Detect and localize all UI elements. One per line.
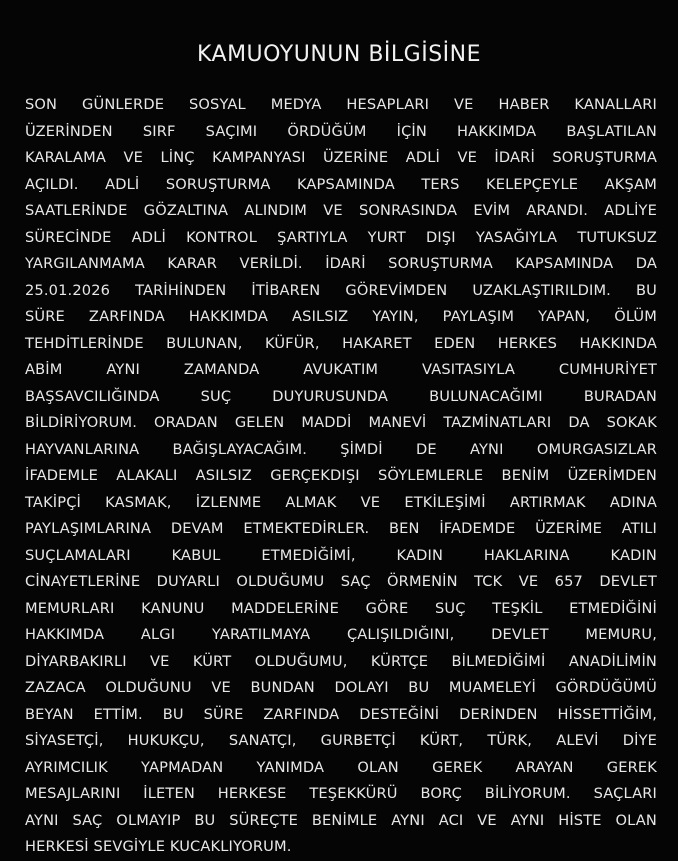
notice-line: SON GÜNLERDE SOSYAL MEDYA HESAPLARI VE HABER KANALLARI [25,96,657,113]
notice-line: AÇILDI. ADLİ SORUŞTURMA KAPSAMINDA TERS KELEPÇEYLE AKŞAM [25,175,657,193]
notice-line: PAYLAŞIMLARINA DEVAM ETMEKTEDİRLER. BEN İFADEMDE ÜZERİME ATILI [25,520,657,537]
notice-line: BİLDİRİYORUM. ORADAN GELEN MADDİ MANEVİ TAZMİNATLARI DA SOKAK [25,414,657,431]
notice-line: DİYARBAKIRLI VE KÜRT OLDUĞUMU, KÜRTÇE BİLMEDİĞİMİ ANADİLİMİN [25,652,657,670]
notice-line: SAATLERİNDE GÖZALTINA ALINDIM VE SONRASINDA EVİM ARANDI. ADLİYE [25,202,657,219]
notice-body [25,92,657,861]
notice-line: TAKİPÇİ KASMAK, İZLENME ALMAK VE ETKİLEŞİMİ ARTIRMAK ADINA [25,493,657,511]
notice-line: AYNI SAÇ OLMAYIP BU SÜREÇTE BENİMLE AYNI ACI VE AYNI HİSTE OLAN [25,811,657,829]
notice-line: ABİM AYNI ZAMANDA AVUKATIM VASITASIYLA CUMHURİYET [25,361,657,378]
notice-line: ZAZACA OLDUĞUNU VE BUNDAN DOLAYI BU MUAMELEYİ GÖRDÜĞÜMÜ [25,679,657,696]
notice-line: YARGILANMAMA KARAR VERİLDİ. İDARİ SORUŞTURMA KAPSAMINDA DA [25,255,657,272]
notice-line: BEYAN ETTİM. BU SÜRE ZARFINDA DESTEĞİNİ DERİNDEN HİSSETTİĞİM, [25,705,657,723]
notice-line: HAYVANLARINA BAĞIŞLAYACAĞIM. ŞİMDİ DE AYNI OMURGASIZLAR [25,440,657,458]
notice-line: SÜRECİNDE ADLİ KONTROL ŞARTIYLA YURT DIŞI YASAĞIYLA TUTUKSUZ [25,228,657,246]
notice-line: SUÇLAMALARI KABUL ETMEDİĞİMİ, KADIN HAKLARINA KADIN [25,546,657,564]
notice-line: HAKKIMDA ALGI YARATILMAYA ÇALIŞILDIĞINI, DEVLET MEMURU, [25,626,657,643]
notice-title: KAMUOYUNUN BİLGİSİNE [196,42,482,67]
notice-line: SİYASETÇİ, HUKUKÇU, SANATÇI, GURBETÇİ KÜRT, TÜRK, ALEVİ DİYE [25,732,657,749]
notice-line: 25.01.2026 TARİHİNDEN İTİBAREN GÖREVİMDEN UZAKLAŞTIRILDIM. BU [25,281,657,299]
notice-line: CİNAYETLERİNE DUYARLI OLDUĞUMU SAÇ ÖRMENİN TCK VE 657 DEVLET [25,573,657,590]
notice-line: ÜZERİNDEN SIRF SAÇIMI ÖRDÜĞÜM İÇİN HAKKIMDA BAŞLATILAN [25,122,657,140]
notice-line: HERKESİ SEVGİYLE KUCAKLIYORUM. [25,838,292,855]
notice-line: SÜRE ZARFINDA HAKKIMDA ASILSIZ YAYIN, PAYLAŞIM YAPAN, ÖLÜM [25,308,657,325]
notice-line: İFADEMLE ALAKALI ASILSIZ GERÇEKDIŞI SÖYLEMLERLE BENİM ÜZERİMDEN [25,467,657,484]
notice-line: MESAJLARINI İLETEN HERKESE TEŞEKKÜRÜ BORÇ BİLİYORUM. SAÇLARI [25,785,657,802]
notice-line: BAŞSAVCILIĞINDA SUÇ DUYURUSUNDA BULUNACAĞIMI BURADAN [25,387,657,405]
notice-line: KARALAMA VE LİNÇ KAMPANYASI ÜZERİNE ADLİ VE İDARİ SORUŞTURMA [25,149,657,166]
notice-line: TEHDİTLERİNDE BULUNAN, KÜFÜR, HAKARET EDEN HERKES HAKKINDA [25,334,657,352]
notice-line: MEMURLARI KANUNU MADDELERİNE GÖRE SUÇ TEŞKİL ETMEDİĞİNİ [25,599,657,617]
notice-line: AYRIMCILIK YAPMADAN YANIMDA OLAN GEREK ARAYAN GEREK [25,758,657,776]
